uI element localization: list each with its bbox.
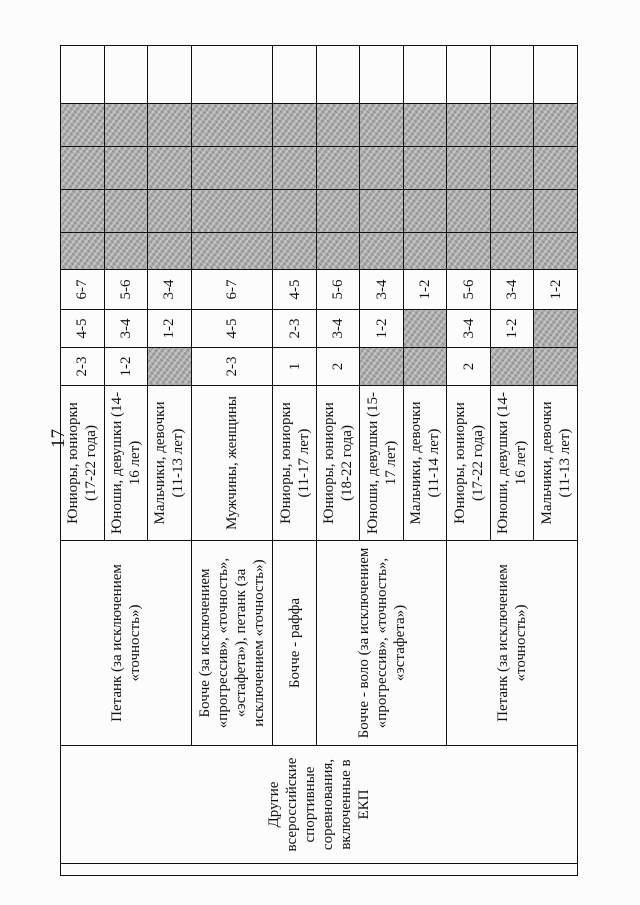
shaded-cell (104, 190, 148, 233)
right-margin-cell (360, 46, 404, 104)
right-margin-cell (148, 46, 192, 104)
age-group-cell: Юниоры, юниорки (18-22 года) (316, 386, 360, 541)
value-cell-1 (148, 348, 192, 386)
shaded-cell (403, 104, 447, 147)
page-number: 17 (48, 429, 69, 448)
value-cell-3: 6-7 (191, 270, 273, 310)
value-cell-3: 3-4 (360, 270, 404, 310)
shaded-cell (490, 147, 534, 190)
shaded-cell (61, 147, 105, 190)
discipline-cell (316, 541, 447, 746)
shaded-cell (447, 190, 491, 233)
shaded-cell (61, 190, 105, 233)
value-cell-1: 2 (447, 348, 491, 386)
discipline-cell (447, 541, 578, 746)
section-label-cell (61, 746, 578, 864)
shaded-cell (273, 190, 317, 233)
shaded-cell (403, 233, 447, 270)
age-group-cell: Юноши, девушки (15-17 лет) (360, 386, 404, 541)
value-cell-1: 2 (316, 348, 360, 386)
shaded-cell (360, 104, 404, 147)
shaded-cell (273, 233, 317, 270)
right-margin-cell (316, 46, 360, 104)
value-cell-2: 1-2 (148, 310, 192, 348)
discipline-label: Петанк (за исключением «точность») (108, 564, 143, 722)
age-group-cell: Юноши, девушки (14-16 лет) (104, 386, 148, 541)
shaded-cell (490, 233, 534, 270)
shaded-cell (403, 147, 447, 190)
shaded-cell (447, 104, 491, 147)
shaded-cell (273, 147, 317, 190)
age-group-cell: Юниоры, юниорки (11-17 лет) (273, 386, 317, 541)
value-cell-3: 3-4 (148, 270, 192, 310)
discipline-label: Петанк (за исключением «точность») (495, 564, 530, 722)
value-cell-2: 4-5 (61, 310, 105, 348)
shaded-cell (316, 147, 360, 190)
shaded-cell (191, 233, 273, 270)
age-group-cell: Мальчики, девочки (11-13 лет) (534, 386, 578, 541)
value-cell-1 (490, 348, 534, 386)
right-margin-cell (273, 46, 317, 104)
value-cell-3: 1-2 (534, 270, 578, 310)
value-cell-2: 1-2 (490, 310, 534, 348)
value-cell-3: 5-6 (447, 270, 491, 310)
shaded-cell (273, 104, 317, 147)
value-cell-2: 4-5 (191, 310, 273, 348)
shaded-cell (61, 233, 105, 270)
table-row (61, 46, 105, 876)
shaded-cell (360, 147, 404, 190)
shaded-cell (534, 233, 578, 270)
shaded-cell (316, 233, 360, 270)
value-cell-2: 3-4 (316, 310, 360, 348)
shaded-cell (490, 104, 534, 147)
section-label: Другие всероссийские спортивные соревнования, включенные в ЕКП (266, 757, 372, 852)
discipline-cell (191, 541, 273, 746)
discipline-label: Бочче - воло (за исключением «прогрессив», «точность», «эстафета») (355, 547, 408, 739)
shaded-cell (403, 190, 447, 233)
age-group-cell: Юноши, девушки (14-16 лет) (490, 386, 534, 541)
value-cell-1 (403, 348, 447, 386)
shaded-cell (534, 190, 578, 233)
shaded-cell (447, 233, 491, 270)
shaded-cell (534, 147, 578, 190)
shaded-cell (447, 147, 491, 190)
value-cell-2 (534, 310, 578, 348)
value-cell-3: 3-4 (490, 270, 534, 310)
right-margin-cell (104, 46, 148, 104)
value-cell-1: 1-2 (104, 348, 148, 386)
shaded-cell (61, 104, 105, 147)
right-margin-cell (403, 46, 447, 104)
value-cell-3: 1-2 (403, 270, 447, 310)
discipline-cell (273, 541, 317, 746)
left-margin-cell (61, 864, 578, 876)
value-cell-1 (534, 348, 578, 386)
age-group-cell: Юниоры, юниорки (17-22 года) (61, 386, 105, 541)
value-cell-2: 2-3 (273, 310, 317, 348)
shaded-cell (104, 233, 148, 270)
shaded-cell (316, 104, 360, 147)
age-group-cell: Юниоры, юниорки (17-22 года) (447, 386, 491, 541)
value-cell-2: 1-2 (360, 310, 404, 348)
shaded-cell (104, 147, 148, 190)
age-group-cell: Мужчины, женщины (191, 386, 273, 541)
shaded-cell (148, 233, 192, 270)
value-cell-1: 1 (273, 348, 317, 386)
right-margin-cell (534, 46, 578, 104)
shaded-cell (360, 233, 404, 270)
discipline-cell (61, 541, 192, 746)
age-group-cell: Мальчики, девочки (11-13 лет) (148, 386, 192, 541)
value-cell-2: 3-4 (447, 310, 491, 348)
value-cell-3: 6-7 (61, 270, 105, 310)
shaded-cell (490, 190, 534, 233)
discipline-label: Бочче - раффа (286, 597, 303, 689)
value-cell-3: 5-6 (104, 270, 148, 310)
discipline-label: Бочче (за исключением «прогрессив», «точность», «эстафета»), петанк (за исключением «точность») (196, 557, 267, 729)
value-cell-1: 2-3 (191, 348, 273, 386)
shaded-cell (148, 190, 192, 233)
shaded-cell (148, 104, 192, 147)
results-table (60, 45, 578, 876)
value-cell-2 (403, 310, 447, 348)
shaded-cell (534, 104, 578, 147)
right-margin-cell (191, 46, 273, 104)
shaded-cell (148, 147, 192, 190)
rotated-table-wrapper (60, 46, 578, 876)
right-margin-cell (61, 46, 105, 104)
shaded-cell (191, 104, 273, 147)
value-cell-1 (360, 348, 404, 386)
shaded-cell (360, 190, 404, 233)
right-margin-cell (490, 46, 534, 104)
right-margin-cell (447, 46, 491, 104)
value-cell-2: 3-4 (104, 310, 148, 348)
shaded-cell (191, 147, 273, 190)
value-cell-3: 5-6 (316, 270, 360, 310)
shaded-cell (316, 190, 360, 233)
shaded-cell (104, 104, 148, 147)
shaded-cell (191, 190, 273, 233)
age-group-cell: Мальчики, девочки (11-14 лет) (403, 386, 447, 541)
value-cell-3: 4-5 (273, 270, 317, 310)
value-cell-1: 2-3 (61, 348, 105, 386)
